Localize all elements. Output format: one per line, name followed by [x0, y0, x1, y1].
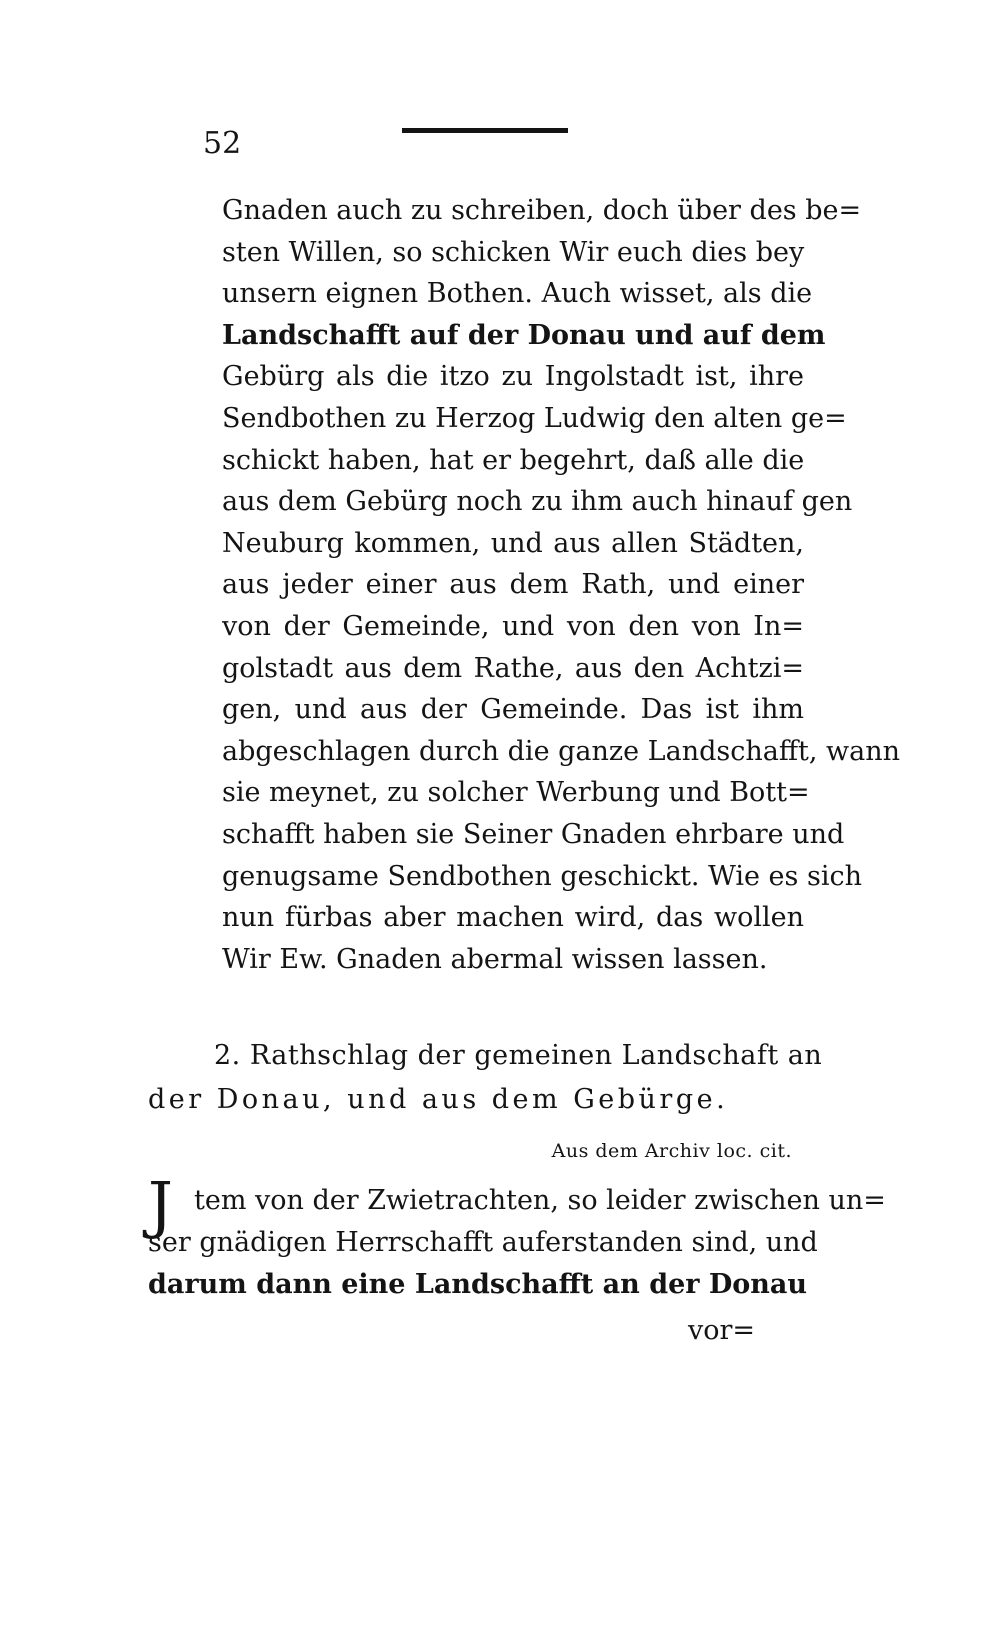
text-line: Landschafft auf der Donau und auf dem: [222, 319, 826, 351]
text-line: Sendbothen zu Herzog Ludwig den alten ge=: [222, 402, 847, 434]
dropcap: J: [148, 1168, 173, 1241]
text-line: darum dann eine Landschafft an der Donau: [148, 1269, 808, 1300]
text-line: gen, und aus der Gemeinde. Das ist ihm: [222, 694, 804, 726]
body-paragraph-2: [148, 1180, 886, 1306]
section-title: [148, 1034, 823, 1122]
text-line: ser gnädigen Herrschafft auferstanden sind, und: [148, 1227, 818, 1258]
text-line: Gebürg als die itzo zu Ingolstadt ist, ihre: [222, 361, 804, 393]
text-line: sten Willen, so schicken Wir euch dies bey: [222, 236, 805, 268]
source-reference: Aus dem Archiv loc. cit.: [551, 1140, 792, 1162]
catchword: vor=: [688, 1315, 756, 1346]
text-line: Gnaden auch zu schreiben, doch über des be=: [222, 195, 862, 226]
text-line: Neuburg kommen, und aus allen Städten,: [222, 527, 804, 559]
text-line: sie meynet, zu solcher Werbung und Bott=: [222, 777, 810, 809]
text-line: tem von der Zwietrachten, so leider zwischen un=: [194, 1185, 886, 1216]
text-line: aus dem Gebürg noch zu ihm auch hinauf gen: [222, 486, 853, 518]
section-title-line-1: 2. Rathschlag der gemeinen Landschaft an: [214, 1040, 823, 1071]
section-title-line-2: der Donau, und aus dem Gebürge.: [148, 1084, 729, 1115]
header-rule: [402, 128, 568, 133]
text-line: nun fürbas aber machen wird, das wollen: [222, 902, 804, 934]
text-line: aus jeder einer aus dem Rath, und einer: [222, 569, 804, 601]
page-number: 52: [203, 126, 242, 161]
body-paragraph-1: [222, 190, 901, 980]
text-line: golstadt aus dem Rathe, aus den Achtzi=: [222, 652, 804, 684]
text-line: unsern eignen Bothen. Auch wisset, als die: [222, 278, 813, 310]
text-line: Wir Ew. Gnaden abermal wissen lassen.: [222, 943, 768, 975]
text-line: von der Gemeinde, und von den von In=: [222, 610, 804, 642]
text-line: genugsame Sendbothen geschickt. Wie es sich: [222, 860, 862, 892]
text-line: schickt haben, hat er begehrt, daß alle die: [222, 444, 805, 476]
text-line: abgeschlagen durch die ganze Landschafft, wann: [222, 735, 901, 767]
text-line: schafft haben sie Seiner Gnaden ehrbare und: [222, 818, 845, 850]
